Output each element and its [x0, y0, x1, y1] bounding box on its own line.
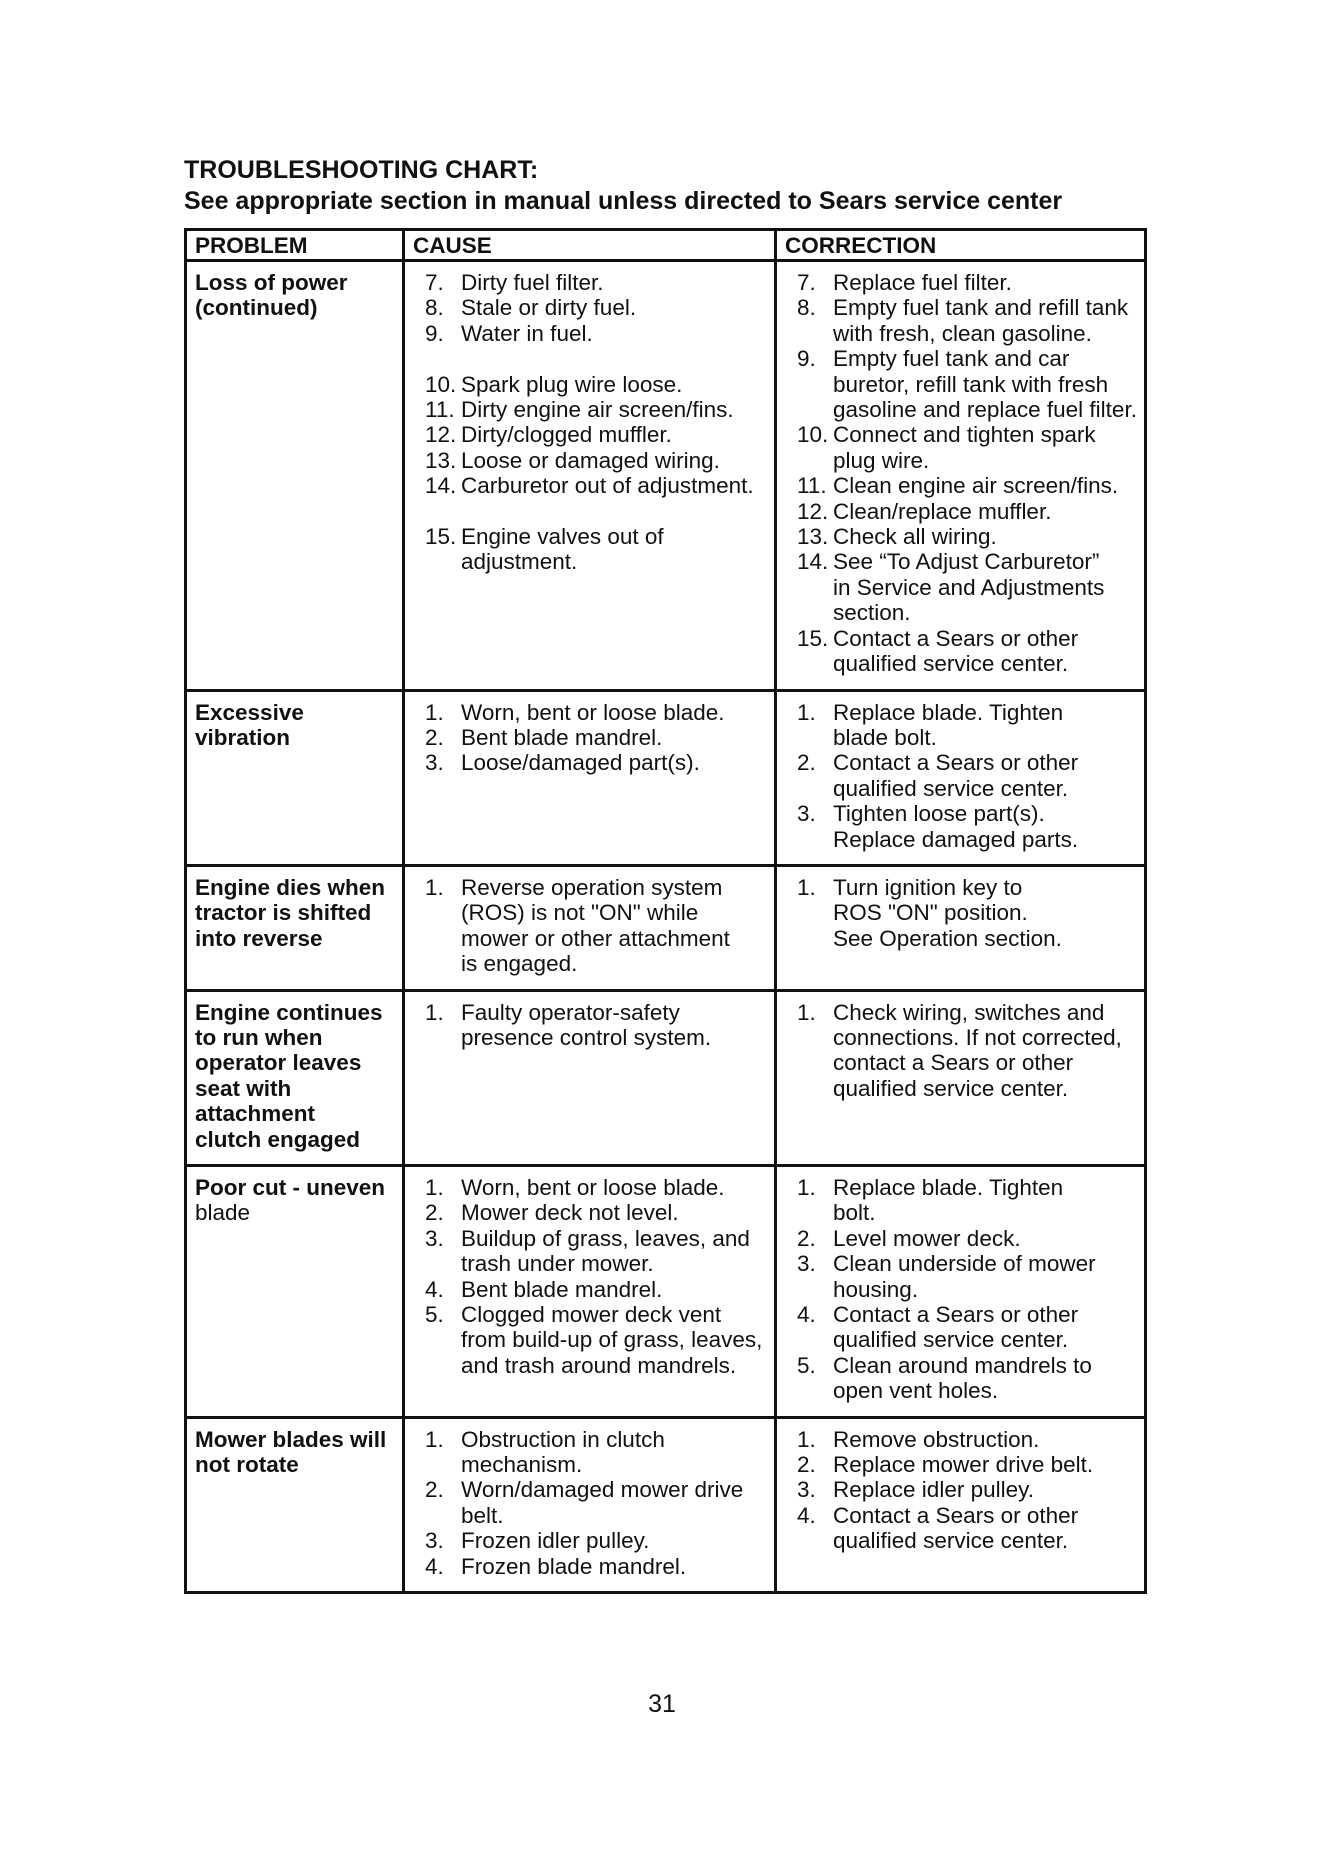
correction-item [785, 700, 1138, 751]
cause-item [413, 524, 768, 575]
correction-item-text: Replace blade. Tighten bolt. [833, 1175, 1064, 1226]
correction-item-text: Turn ignition key to ROS "ON" position. See Operation section. [833, 874, 1062, 951]
problem-title: Engine continues to run when operator leaves seat with attachment clutch engaged [195, 999, 383, 1152]
cause-item [413, 875, 768, 977]
cause-list [413, 1000, 768, 1051]
correction-item [785, 1302, 1138, 1353]
table-row [186, 865, 1146, 990]
cause-item [413, 1302, 768, 1378]
problem-cell [186, 990, 404, 1165]
problem-title: Poor cut - uneven [195, 1175, 386, 1200]
table-row [186, 690, 1146, 865]
cause-item-text: Loose or damaged wiring. [461, 447, 720, 473]
correction-list [785, 1427, 1138, 1554]
cause-item-text: Mower deck not level. [461, 1200, 679, 1226]
cause-item [413, 1277, 768, 1302]
correction-item-text: Remove obstruction. [833, 1426, 1040, 1452]
cause-item-number: 1. [425, 1426, 444, 1452]
cause-item-number: 10. [425, 371, 457, 397]
correction-item [785, 549, 1138, 625]
cause-cell [404, 990, 776, 1165]
cause-item-number: 2. [425, 1477, 444, 1503]
correction-item-number: 1. [797, 1426, 816, 1452]
correction-item-text: Level mower deck. [833, 1225, 1021, 1251]
cause-item-number: 11. [425, 397, 455, 423]
correction-list [785, 700, 1138, 852]
cause-item-number: 9. [425, 320, 444, 346]
correction-item-text: Replace mower drive belt. [833, 1452, 1094, 1478]
correction-item [785, 473, 1138, 498]
correction-item-number: 7. [797, 270, 816, 295]
correction-item-number: 14. [797, 549, 829, 575]
cause-item-number: 2. [425, 724, 444, 750]
correction-item [785, 270, 1138, 295]
correction-item [785, 1427, 1138, 1452]
cause-item-text: Carburetor out of adjustment. [461, 473, 754, 499]
correction-item-text: Replace idler pulley. [833, 1477, 1034, 1503]
cause-item-text: Dirty fuel filter. [461, 270, 604, 295]
correction-item-number: 8. [797, 295, 816, 321]
page-number: 31 [648, 1690, 676, 1718]
cause-item-text: Reverse operation system (ROS) is not "ON" while mower or other attachment is engaged. [461, 874, 730, 977]
problem-cell [186, 261, 404, 691]
cause-item [413, 448, 768, 473]
correction-cell [776, 690, 1146, 865]
correction-item [785, 346, 1138, 422]
correction-item-text: Tighten loose part(s). Replace damaged parts. [833, 801, 1079, 852]
correction-item [785, 422, 1138, 473]
correction-item-text: Connect and tighten spark plug wire. [833, 422, 1096, 473]
problem-cell [186, 1417, 404, 1592]
cause-item-text: Loose/damaged part(s). [461, 750, 700, 776]
correction-item-text: Empty fuel tank and car buretor, refill tank with fresh gasoline and replace fuel filter. [833, 346, 1137, 423]
problem-cell [186, 865, 404, 990]
correction-item-text: Check all wiring. [833, 524, 997, 550]
cause-item [413, 1554, 768, 1579]
cause-item [413, 1175, 768, 1200]
problem-cell [186, 690, 404, 865]
cause-list [413, 1175, 768, 1378]
cause-item-text: Worn, bent or loose blade. [461, 699, 725, 725]
cause-item-text: Frozen idler pulley. [461, 1528, 650, 1554]
correction-item [785, 1175, 1138, 1226]
cause-item-number: 7. [425, 270, 444, 295]
cause-item-text: Dirty/clogged muffler. [461, 422, 672, 448]
cause-item-text: Frozen blade mandrel. [461, 1553, 687, 1579]
correction-item-text: Contact a Sears or other qualified service center. [833, 1502, 1079, 1554]
correction-item-number: 15. [797, 625, 829, 651]
correction-list [785, 270, 1138, 677]
cause-item [413, 295, 768, 320]
cause-item [413, 1528, 768, 1553]
cause-item-number: 4. [425, 1553, 444, 1579]
correction-item-number: 2. [797, 1452, 816, 1478]
cause-list [413, 700, 768, 776]
correction-item-number: 1. [797, 699, 816, 725]
correction-item [785, 875, 1138, 951]
problem-title: Excessive vibration [195, 699, 304, 750]
correction-list [785, 875, 1138, 951]
correction-item-text: Clean engine air screen/fins. [833, 473, 1119, 499]
correction-item [785, 801, 1138, 852]
correction-item-number: 3. [797, 1477, 816, 1503]
cause-item-text: Dirty engine air screen/fins. [461, 397, 734, 423]
troubleshooting-table [184, 228, 1147, 1594]
correction-item-text: Replace fuel filter. [833, 270, 1012, 295]
problem-title: Mower blades will not rotate [195, 1426, 387, 1478]
correction-item-text: Clean/replace muffler. [833, 498, 1052, 524]
header-row [186, 230, 1146, 261]
cause-item [413, 422, 768, 447]
correction-item-number: 1. [797, 999, 816, 1025]
correction-cell [776, 1166, 1146, 1418]
cause-item-text: Stale or dirty fuel. [461, 295, 637, 321]
cause-item-number: 1. [425, 699, 444, 725]
cause-item-number: 4. [425, 1276, 444, 1302]
correction-item-number: 4. [797, 1302, 816, 1328]
cause-item-number: 1. [425, 874, 444, 900]
correction-item-number: 1. [797, 1175, 816, 1200]
cause-item [413, 1226, 768, 1277]
cause-item-text: Spark plug wire loose. [461, 371, 683, 397]
correction-item-number: 4. [797, 1502, 816, 1528]
cause-item [413, 725, 768, 750]
correction-item-text: Clean underside of mower housing. [833, 1251, 1096, 1302]
correction-cell [776, 1417, 1146, 1592]
table-row [186, 261, 1146, 691]
correction-item-text: Check wiring, switches and connections. If not corrected, contact a Sears or other qualified service center. [833, 999, 1122, 1101]
table-row [186, 1417, 1146, 1592]
page-title: TROUBLESHOOTING CHART: [184, 156, 539, 184]
cause-cell [404, 261, 776, 691]
column-header-correction: CORRECTION [776, 230, 1146, 261]
correction-item [785, 1000, 1138, 1102]
correction-item [785, 295, 1138, 346]
column-header-cause: CAUSE [404, 230, 776, 261]
table-row [186, 990, 1146, 1165]
cause-list [413, 270, 768, 575]
cause-item [413, 397, 768, 422]
correction-item-number: 13. [797, 524, 829, 550]
cause-item-number: 2. [425, 1200, 444, 1226]
problem-title: Loss of power (continued) [195, 270, 348, 321]
cause-item-number: 8. [425, 295, 444, 321]
cause-item-text: Water in fuel. [461, 320, 593, 346]
cause-item [413, 321, 768, 372]
correction-item [785, 1503, 1138, 1554]
cause-item-text: Worn, bent or loose blade. [461, 1175, 725, 1200]
cause-item-number: 12. [425, 422, 457, 448]
correction-item-number: 2. [797, 750, 816, 776]
cause-item [413, 473, 768, 524]
problem-title: Engine dies when tractor is shifted into reverse [195, 874, 386, 951]
correction-item [785, 1477, 1138, 1502]
cause-list [413, 875, 768, 977]
cause-item [413, 750, 768, 775]
cause-item [413, 1200, 768, 1225]
cause-item [413, 700, 768, 725]
cause-item-text: Worn/damaged mower drive belt. [461, 1477, 744, 1528]
cause-item [413, 1477, 768, 1528]
correction-item-text: Replace blade. Tighten blade bolt. [833, 699, 1064, 750]
cause-item-number: 1. [425, 1175, 444, 1200]
cause-item-number: 3. [425, 750, 444, 776]
cause-cell [404, 1417, 776, 1592]
table-row [186, 1166, 1146, 1418]
cause-item-text: Clogged mower deck vent from build-up of grass, leaves, and trash around mandrels. [461, 1302, 763, 1378]
correction-item [785, 1452, 1138, 1477]
correction-item-number: 5. [797, 1352, 816, 1378]
correction-item-text: See “To Adjust Carburetor” in Service and Adjustments section. [833, 549, 1105, 626]
cause-item-number: 3. [425, 1528, 444, 1554]
correction-item-number: 3. [797, 1251, 816, 1277]
cause-item [413, 1427, 768, 1478]
correction-cell [776, 990, 1146, 1165]
correction-list [785, 1175, 1138, 1404]
correction-item [785, 750, 1138, 801]
cause-item-number: 13. [425, 447, 457, 473]
cause-item-number: 15. [425, 524, 457, 550]
page-subtitle: See appropriate section in manual unless directed to Sears service center [184, 187, 1063, 215]
correction-item-text: Contact a Sears or other qualified service center. [833, 750, 1079, 801]
cause-item [413, 1000, 768, 1051]
correction-item [785, 626, 1138, 677]
cause-cell [404, 1166, 776, 1418]
cause-item-number: 14. [425, 473, 457, 499]
cause-list [413, 1427, 768, 1579]
correction-item [785, 1353, 1138, 1404]
correction-item-number: 12. [797, 498, 829, 524]
cause-item-text: Bent blade mandrel. [461, 724, 663, 750]
correction-item-text: Contact a Sears or other qualified service center. [833, 625, 1079, 677]
problem-cell [186, 1166, 404, 1418]
correction-item-number: 1. [797, 874, 816, 900]
cause-item-number: 5. [425, 1302, 444, 1328]
column-header-problem: PROBLEM [186, 230, 404, 261]
problem-subtitle: blade [195, 1200, 251, 1226]
correction-item-text: Contact a Sears or other qualified service center. [833, 1302, 1079, 1353]
cause-item-number: 3. [425, 1225, 444, 1251]
cause-item-text: Bent blade mandrel. [461, 1276, 663, 1302]
correction-cell [776, 261, 1146, 691]
correction-item [785, 1226, 1138, 1251]
correction-item-number: 11. [797, 473, 827, 499]
correction-item-number: 2. [797, 1225, 816, 1251]
cause-item-text: Obstruction in clutch mechanism. [461, 1426, 665, 1478]
correction-item-number: 10. [797, 422, 829, 448]
correction-item-number: 9. [797, 346, 816, 372]
correction-cell [776, 865, 1146, 990]
correction-item-text: Clean around mandrels to open vent holes. [833, 1352, 1092, 1404]
cause-item-text: Faulty operator-safety presence control system. [461, 999, 712, 1050]
correction-item [785, 499, 1138, 524]
cause-item [413, 270, 768, 295]
cause-cell [404, 865, 776, 990]
correction-item [785, 1251, 1138, 1302]
correction-item [785, 524, 1138, 549]
cause-item-text: Buildup of grass, leaves, and trash under mower. [461, 1225, 750, 1277]
correction-item-number: 3. [797, 801, 816, 827]
cause-item-text: Engine valves out of adjustment. [461, 524, 664, 575]
cause-item-number: 1. [425, 999, 444, 1025]
correction-item-text: Empty fuel tank and refill tank with fresh, clean gasoline. [833, 295, 1129, 346]
cause-item [413, 372, 768, 397]
cause-cell [404, 690, 776, 865]
correction-list [785, 1000, 1138, 1102]
